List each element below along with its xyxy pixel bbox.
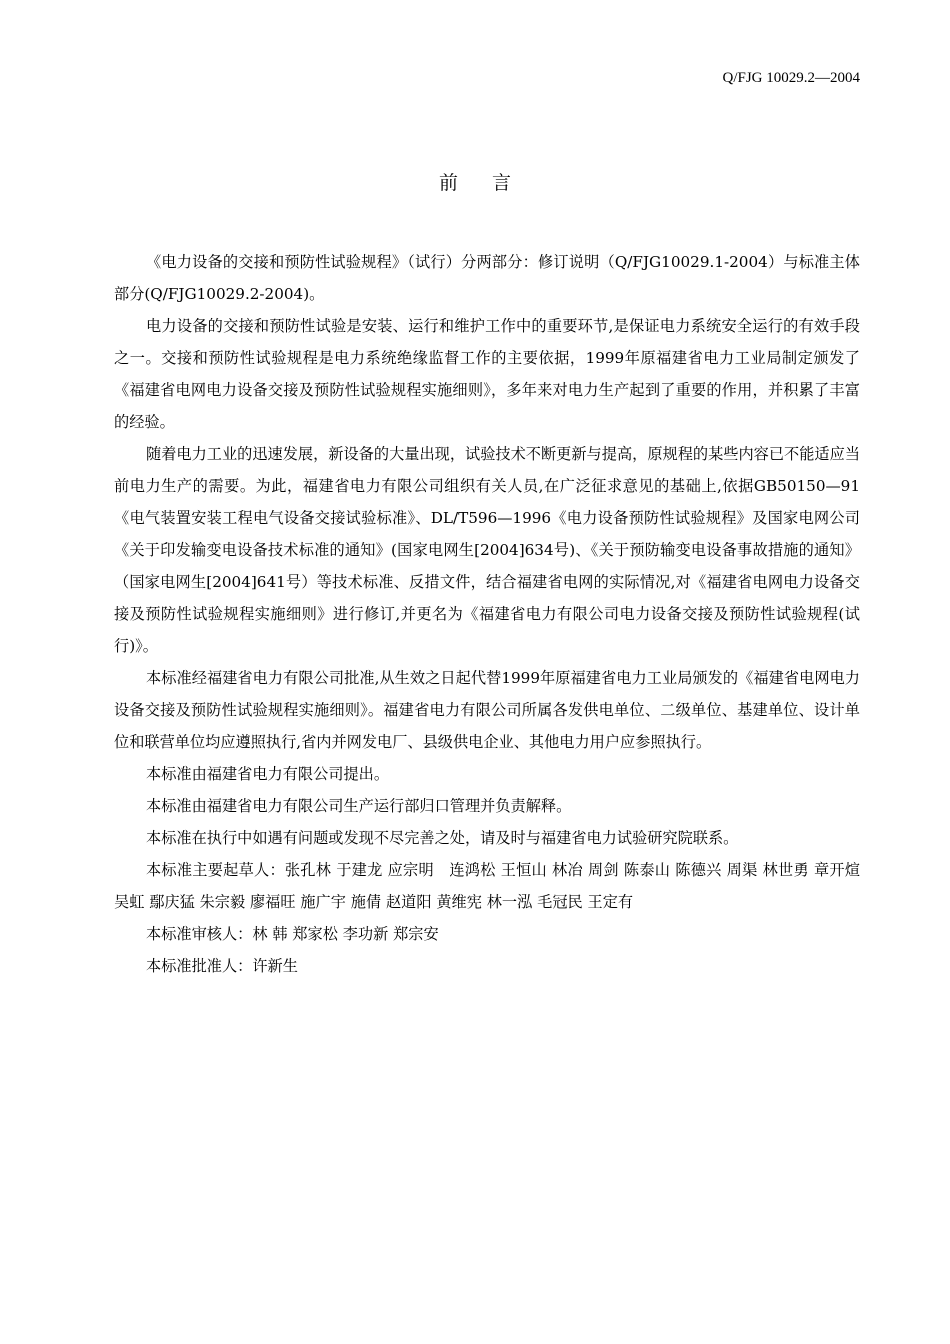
paragraph-approver: 本标准批准人：许新生 (146, 957, 298, 975)
paragraph-reviewers: 本标准审核人：林 韩 郑家松 李功新 郑宗安 (146, 925, 439, 943)
page-title: 前言 (438, 172, 545, 194)
document-body (114, 246, 876, 982)
paragraph-background: 电力设备的交接和预防性试验是安装、运行和维护工作中的重要环节,是保证电力系统安全运行的有效手段之一。交接和预防性试验规程是电力系统绝缘监督工作的主要依据，1999年原福建省电力工业局制定颁发了《福建省电网电力设备交接及预防性试验规程实施细则》，多年来对电力生产起到了重要的作用，并积累了丰富的经验。 (114, 317, 860, 431)
paragraph-proposer: 本标准由福建省电力有限公司提出。 (146, 765, 389, 783)
paragraph-scope: 《电力设备的交接和预防性试验规程》（试行）分两部分：修订说明（Q/FJG10029.1-2004）与标准主体部分(Q/FJG10029.2-2004)。 (114, 253, 860, 303)
paragraph-management: 本标准由福建省电力有限公司生产运行部归口管理并负责解释。 (146, 797, 572, 815)
paragraph-approval: 本标准经福建省电力有限公司批准,从生效之日起代替1999年原福建省电力工业局颁发的《福建省电网电力设备交接及预防性试验规程实施细则》。福建省电力有限公司所属各发供电单位、二级单位、基建单位、设计单位和联营单位均应遵照执行,省内并网发电厂、县级供电企业、其他电力用户应参照执行。 (114, 669, 860, 751)
paragraph-drafters: 本标准主要起草人：张孔林 于建龙 应宗明 连鸿松 王恒山 林冶 周剑 陈泰山 陈德兴 周渠 林世勇 章开煊 吴虹 鄢庆猛 朱宗毅 廖福旺 施广宇 施倩 赵道阳 黄维宪 林一泓 毛冠民 王定有 (114, 861, 876, 911)
paragraph-contact: 本标准在执行中如遇有问题或发现不尽完善之处，请及时与福建省电力试验研究院联系。 (146, 829, 739, 847)
standard-code: Q/FJG 10029.2—2004 (722, 70, 860, 86)
paragraph-revision: 随着电力工业的迅速发展，新设备的大量出现，试验技术不断更新与提高，原规程的某些内容已不能适应当前电力生产的需要。为此，福建省电力有限公司组织有关人员,在广泛征求意见的基础上,依据GB50150—91《电气装置安装工程电气设备交接试验标准》、DL/T596—1996《电力设备预防性试验规程》及国家电网公司《关于印发输变电设备技术标准的通知》(国家电网生[2004]634号)、《关于预防输变电设备事故措施的通知》（国家电网生[2004]641号）等技术标准、反措文件，结合福建省电网的实际情况,对《福建省电网电力设备交接及预防性试验规程实施细则》进行修订,并更名为《福建省电力有限公司电力设备交接及预防性试验规程(试行)》。 (114, 445, 860, 655)
